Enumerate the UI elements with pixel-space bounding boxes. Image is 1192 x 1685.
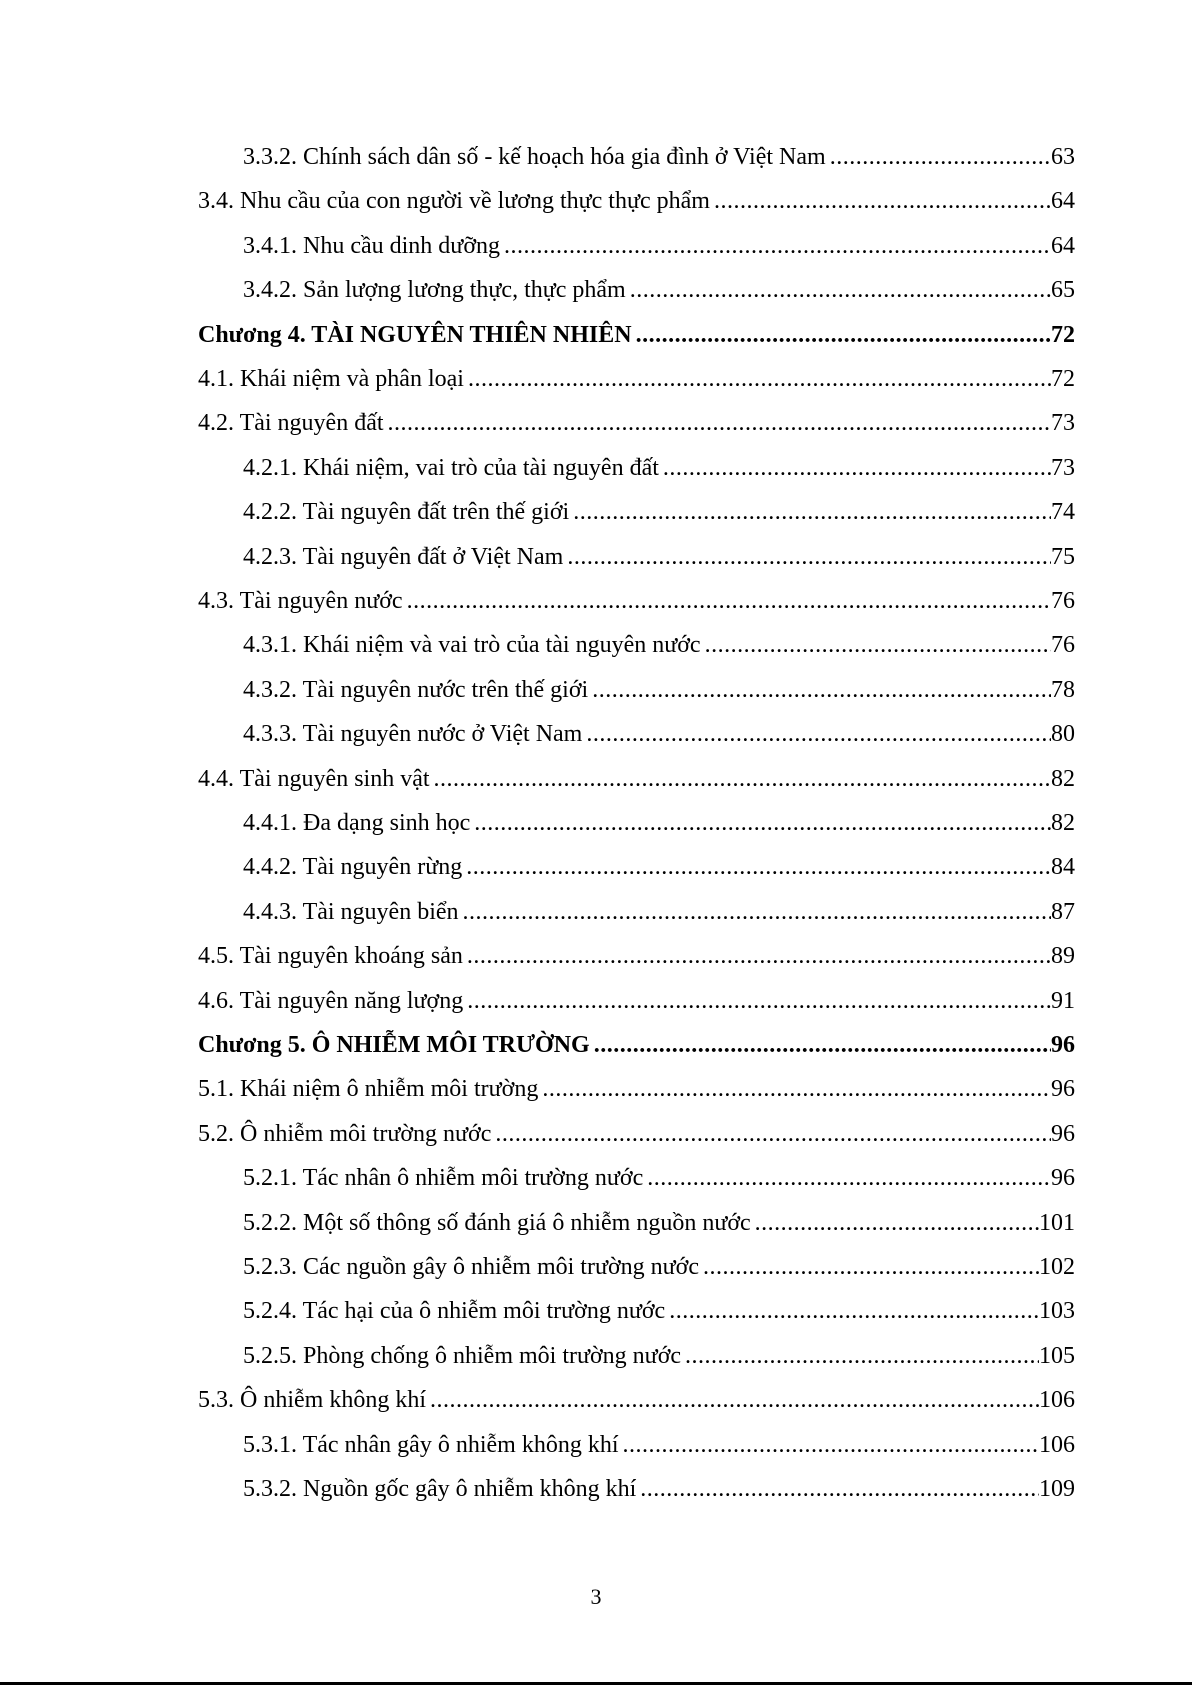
toc-entry-title: 4.3.3. Tài nguyên nước ở Việt Nam bbox=[243, 721, 583, 748]
toc-entry-title: 5.3.1. Tác nhân gây ô nhiễm không khí bbox=[243, 1431, 619, 1458]
dot-leader bbox=[407, 579, 1051, 623]
toc-entry-page: 76 bbox=[1051, 632, 1075, 659]
toc-entry[interactable] bbox=[243, 1334, 1075, 1378]
toc-entry[interactable] bbox=[243, 224, 1075, 268]
toc-entry-title: 4.4. Tài nguyên sinh vật bbox=[198, 765, 430, 792]
toc-entry-title: 4.6. Tài nguyên năng lượng bbox=[198, 987, 464, 1014]
toc-entry-page: 75 bbox=[1051, 543, 1075, 570]
dot-leader bbox=[636, 313, 1051, 357]
dot-leader bbox=[685, 1334, 1039, 1378]
toc-entry-page: 103 bbox=[1039, 1298, 1075, 1325]
toc-entry[interactable] bbox=[243, 845, 1075, 889]
toc-entry-page: 73 bbox=[1051, 454, 1075, 481]
toc-entry-page: 96 bbox=[1051, 1165, 1075, 1192]
dot-leader bbox=[830, 135, 1051, 179]
toc-entry-page: 89 bbox=[1051, 943, 1075, 970]
toc-entry-title: Chương 5. Ô NHIỄM MÔI TRƯỜNG bbox=[198, 1032, 590, 1058]
toc-entry-title: 3.4. Nhu cầu của con người về lương thực thực phẩm bbox=[198, 188, 710, 215]
toc-entry[interactable] bbox=[198, 179, 1075, 223]
toc-entry[interactable] bbox=[243, 712, 1075, 756]
dot-leader bbox=[663, 446, 1051, 490]
toc-entry[interactable] bbox=[198, 1067, 1075, 1111]
toc-entry[interactable] bbox=[243, 446, 1075, 490]
toc-entry-page: 76 bbox=[1051, 588, 1075, 614]
toc-entry-page: 96 bbox=[1051, 1032, 1075, 1058]
toc-entry-title: 3.3.2. Chính sách dân số - kế hoạch hóa gia đình ở Việt Nam bbox=[243, 144, 826, 170]
toc-entry[interactable] bbox=[243, 668, 1075, 712]
dot-leader bbox=[504, 224, 1051, 268]
toc-entry-title: 4.4.3. Tài nguyên biển bbox=[243, 898, 459, 925]
dot-leader bbox=[623, 1423, 1040, 1467]
toc-entry-page: 72 bbox=[1051, 366, 1075, 392]
dot-leader bbox=[474, 801, 1051, 845]
dot-leader bbox=[640, 1467, 1039, 1511]
dot-leader bbox=[468, 357, 1051, 401]
toc-entry-page: 101 bbox=[1039, 1209, 1075, 1236]
toc-entry-title: 5.2.4. Tác hại của ô nhiễm môi trường nước bbox=[243, 1298, 666, 1325]
toc-entry-page: 102 bbox=[1039, 1254, 1075, 1280]
toc-chapter-entry[interactable] bbox=[198, 313, 1075, 357]
toc-entry[interactable] bbox=[243, 1467, 1075, 1511]
toc-entry-title: 5.2.5. Phòng chống ô nhiễm môi trường nước bbox=[243, 1342, 682, 1369]
toc-entry[interactable] bbox=[243, 801, 1075, 845]
toc-entry-page: 72 bbox=[1051, 321, 1075, 348]
toc-chapter-entry[interactable] bbox=[198, 1023, 1075, 1067]
dot-leader bbox=[573, 490, 1051, 534]
dot-leader bbox=[592, 668, 1051, 712]
toc-entry[interactable] bbox=[198, 401, 1075, 445]
toc-entry-title: 3.4.2. Sản lượng lương thực, thực phẩm bbox=[243, 277, 626, 304]
toc-entry[interactable] bbox=[243, 1156, 1075, 1200]
toc-entry[interactable] bbox=[243, 490, 1075, 534]
toc-entry-page: 106 bbox=[1039, 1431, 1075, 1458]
toc-entry-page: 84 bbox=[1051, 854, 1075, 881]
dot-leader bbox=[647, 1156, 1051, 1200]
toc-entry-page: 74 bbox=[1051, 499, 1075, 526]
toc-entry-title: 3.4.1. Nhu cầu dinh dưỡng bbox=[243, 232, 501, 259]
toc-entry-page: 105 bbox=[1039, 1342, 1075, 1369]
dot-leader bbox=[467, 979, 1051, 1023]
dot-leader bbox=[669, 1289, 1039, 1333]
toc-entry[interactable] bbox=[198, 579, 1075, 623]
toc-entry[interactable] bbox=[198, 934, 1075, 978]
toc-entry-page: 87 bbox=[1051, 898, 1075, 925]
toc-entry-page: 80 bbox=[1051, 721, 1075, 748]
toc-entry-title: 5.2. Ô nhiễm môi trường nước bbox=[198, 1120, 492, 1147]
dot-leader bbox=[388, 401, 1051, 445]
toc-entry[interactable] bbox=[243, 1423, 1075, 1467]
toc-entry-title: 5.3. Ô nhiễm không khí bbox=[198, 1387, 426, 1414]
toc-entry-title: 4.2.2. Tài nguyên đất trên thế giới bbox=[243, 499, 570, 526]
toc-entry-page: 82 bbox=[1051, 810, 1075, 836]
toc-entry-title: 4.2.3. Tài nguyên đất ở Việt Nam bbox=[243, 543, 564, 570]
page-number: 3 bbox=[590, 1584, 602, 1609]
toc-entry-title: Chương 4. TÀI NGUYÊN THIÊN NHIÊN bbox=[198, 321, 632, 348]
toc-entry[interactable] bbox=[243, 268, 1075, 312]
toc-entry-page: 78 bbox=[1051, 676, 1075, 703]
toc-entry-title: 4.4.2. Tài nguyên rừng bbox=[243, 854, 463, 881]
dot-leader bbox=[705, 623, 1051, 667]
toc-entry-page: 91 bbox=[1051, 987, 1075, 1014]
toc-entry-title: 5.3.2. Nguồn gốc gây ô nhiễm không khí bbox=[243, 1476, 637, 1502]
toc-entry-title: 4.3.2. Tài nguyên nước trên thế giới bbox=[243, 676, 589, 703]
toc-entry-page: 109 bbox=[1039, 1476, 1075, 1502]
dot-leader bbox=[466, 845, 1051, 889]
toc-entry-page: 65 bbox=[1051, 277, 1075, 304]
toc-entry-page: 82 bbox=[1051, 765, 1075, 792]
dot-leader bbox=[567, 535, 1051, 579]
dot-leader bbox=[586, 712, 1051, 756]
toc-entry[interactable] bbox=[243, 135, 1075, 179]
dot-leader bbox=[434, 757, 1051, 801]
toc-entry-title: 4.2.1. Khái niệm, vai trò của tài nguyên đất bbox=[243, 454, 659, 481]
dot-leader bbox=[714, 179, 1051, 223]
toc-entry-title: 5.2.1. Tác nhân ô nhiễm môi trường nước bbox=[243, 1165, 644, 1192]
toc-entry[interactable] bbox=[198, 1112, 1075, 1156]
toc-entry-title: 5.1. Khái niệm ô nhiễm môi trường bbox=[198, 1076, 539, 1103]
toc-entry-title: 4.3. Tài nguyên nước bbox=[198, 588, 403, 614]
toc-entry-title: 4.3.1. Khái niệm và vai trò của tài nguyên nước bbox=[243, 632, 701, 659]
toc-entry-page: 63 bbox=[1051, 144, 1075, 170]
toc-entry-title: 4.4.1. Đa dạng sinh học bbox=[243, 810, 471, 836]
toc-entry-page: 64 bbox=[1051, 232, 1075, 259]
toc-entry-title: 4.1. Khái niệm và phân loại bbox=[198, 366, 464, 392]
toc-entry-title: 4.5. Tài nguyên khoáng sản bbox=[198, 943, 463, 970]
toc-entry-title: 5.2.2. Một số thông số đánh giá ô nhiễm nguồn nước bbox=[243, 1209, 751, 1236]
toc-entry[interactable] bbox=[243, 1289, 1075, 1333]
dot-leader bbox=[542, 1067, 1051, 1111]
dot-leader bbox=[463, 890, 1051, 934]
toc-entry[interactable] bbox=[243, 535, 1075, 579]
toc-entry[interactable] bbox=[243, 890, 1075, 934]
toc-entry[interactable] bbox=[243, 1201, 1075, 1245]
toc-entry-page: 73 bbox=[1051, 410, 1075, 437]
toc-entry[interactable] bbox=[198, 1378, 1075, 1422]
dot-leader bbox=[467, 934, 1051, 978]
toc-entry-page: 64 bbox=[1051, 188, 1075, 215]
toc-entry[interactable] bbox=[198, 757, 1075, 801]
toc-entry-page: 106 bbox=[1039, 1387, 1075, 1414]
dot-leader bbox=[495, 1112, 1051, 1156]
toc-entry[interactable] bbox=[198, 357, 1075, 401]
dot-leader bbox=[703, 1245, 1039, 1289]
dot-leader bbox=[430, 1378, 1039, 1422]
dot-leader bbox=[594, 1023, 1051, 1067]
toc-entry-page: 96 bbox=[1051, 1120, 1075, 1147]
toc-entry[interactable] bbox=[198, 979, 1075, 1023]
toc-entry[interactable] bbox=[243, 623, 1075, 667]
dot-leader bbox=[630, 268, 1051, 312]
toc-entry-title: 5.2.3. Các nguồn gây ô nhiễm môi trường nước bbox=[243, 1254, 699, 1280]
toc-entry-page: 96 bbox=[1051, 1076, 1075, 1103]
toc-entry[interactable] bbox=[243, 1245, 1075, 1289]
dot-leader bbox=[755, 1201, 1039, 1245]
toc-entry-title: 4.2. Tài nguyên đất bbox=[198, 410, 384, 437]
